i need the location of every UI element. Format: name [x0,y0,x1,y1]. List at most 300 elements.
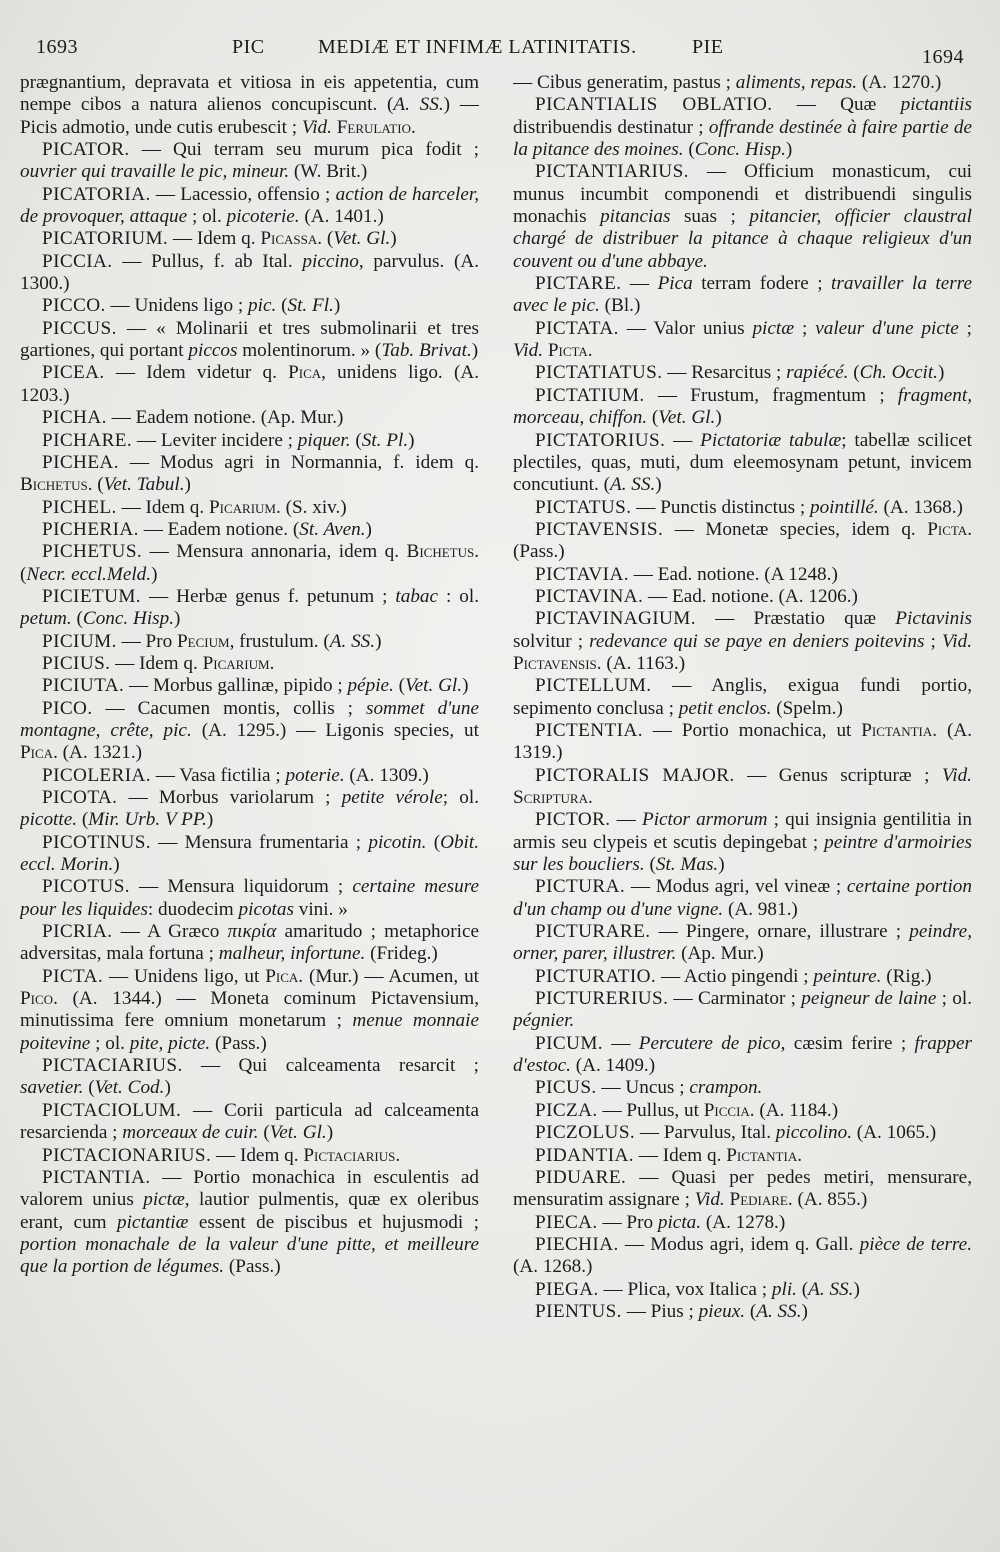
entry-italic-text: Vid. [941,630,972,652]
entry-italic-text: rapiécé. [786,362,849,384]
dictionary-entry [513,564,972,586]
dictionary-entry [513,608,972,675]
dictionary-entry [20,1055,479,1100]
entry-italic-text: pitancias [600,206,671,228]
entry-headword: PICTURARE. [535,921,651,943]
entry-text: — Quasi per pedes metiri, mensurare, mensuratim assignare ; [513,1166,972,1211]
entry-text: — Mensura frumentaria ; [151,831,369,853]
entry-cross-reference: Picarium [202,652,270,674]
entry-italic-text: travailler la terre avec le pic. [513,273,972,317]
entry-headword: PICTAVINAGIUM. [535,608,696,630]
entry-headword: PICATOR. [42,139,130,161]
entry-text: (Rig.) [881,965,932,987]
entry-cross-reference: Pica [288,362,322,384]
entry-text: — Herbæ genus f. petunum ; [141,585,396,607]
entry-italic-text: morceaux de cuir. [122,1122,259,1144]
dictionary-entry [20,541,479,586]
entry-italic-text: Mir. Urb. V PP. [88,809,207,831]
dictionary-entry [20,675,479,697]
entry-text: ( [258,1122,270,1144]
entry-headword: PICTARE. [535,273,622,295]
dictionary-entry [20,295,479,317]
entry-text: ; [924,630,942,652]
dictionary-entry [513,720,972,765]
entry-text: ( [393,675,406,697]
dictionary-entry [513,519,972,564]
entry-text: ) — Picis admotio, unde cutis erubescit ; [20,94,479,138]
entry-text: : duodecim [147,898,239,920]
entry-text: — Idem q. [634,1144,727,1166]
entry-italic-text: pieux. [698,1300,746,1322]
dictionary-entry [20,876,479,921]
entry-italic-text: certaine portion d'un champ ou d'une vigne. [513,876,972,920]
entry-headword: PICCO. [42,295,106,317]
entry-text: . [587,340,593,362]
entry-headword: PICOLERIA. [42,764,151,786]
entry-text: ( [350,429,362,451]
entry-text: ( [848,362,860,384]
entry-cross-reference: Pico [20,988,54,1010]
dictionary-entry [513,1077,972,1099]
entry-text: solvitur ; [513,630,590,652]
entry-text: ) [408,429,415,451]
entry-text: (A. 1368.) [878,496,963,518]
entry-cross-reference: Pica [265,965,299,987]
dictionary-entry [513,430,972,497]
entry-text: ) [174,608,181,630]
right-column [513,72,972,1534]
entry-text: ) [718,854,725,876]
entry-italic-text: pictæ [752,317,795,339]
entry-headword: PICCIA. [42,250,113,272]
dictionary-entry [513,1100,972,1122]
entry-text: ( [683,139,695,161]
entry-text: — Unidens ligo ; [105,295,249,317]
entry-text: — [665,429,701,451]
entry-italic-text: frapper d'estoc. [513,1032,972,1077]
dictionary-entry [20,184,479,229]
entry-text: ) [462,675,469,697]
entry-text: — Officium monasticum, cui munus incumbit componendi et distribuendi singulis monachis [513,161,972,228]
entry-italic-text: Pictavinis [895,608,972,630]
entry-text: — Plica, vox Italica ; [598,1278,772,1300]
entry-text: ) [801,1300,808,1322]
entry-cross-reference: Pica [20,742,54,764]
entry-text: ) [471,340,479,362]
entry-italic-text: St. Fl. [287,295,334,317]
entry-text: — Mensura annonaria, idem q. [142,541,407,563]
entry-headword: PICOTINUS. [42,831,152,853]
entry-italic-text: petit enclos. [678,697,772,719]
entry-text: — Modus agri, idem q. Gall. [618,1233,860,1255]
entry-text: — Corii particula ad calceamenta resarcienda ; [20,1099,479,1144]
entry-text: — Idem q. [168,228,261,250]
entry-text: — Pullus, f. ab Ital. [112,250,303,272]
entry-headword: PICTACIARIUS. [42,1055,183,1077]
entry-cross-reference: Bichetus [20,474,88,496]
entry-italic-text: picotte. [20,809,78,831]
entry-text: — Præstatio quæ [695,608,896,630]
entry-text: — « Molinarii et tres submolinarii et tres gartiones, qui portant [20,317,479,362]
dictionary-entry [20,72,479,139]
entry-italic-text: pic. [248,295,277,317]
entry-italic-text: Pica [657,273,693,295]
entry-italic-text: Percutere de pico [638,1032,781,1054]
entry-italic-text: tabac [395,585,439,607]
entry-italic-text: picta. [657,1211,702,1233]
entry-text: (W. Brit.) [289,161,368,183]
entry-headword: PIECHIA. [535,1233,619,1255]
entry-text: — Idem q. [110,652,203,674]
entry-italic-text: St. Mas. [655,854,719,876]
entry-italic-text: fragment, morceau, chiffon. [513,384,972,429]
dictionary-entry [513,385,972,430]
entry-text: . (A. 1344.) — Moneta cominum Pictavensium, minutissima fere omnium monetarum ; [20,988,479,1032]
entry-headword: PIDUARE. [535,1166,627,1188]
entry-text: — Valor unius [618,317,753,339]
entry-headword: PICIUTA. [42,675,125,697]
dictionary-entry [20,1167,479,1279]
entry-text: . (A. 1163.) [596,652,686,674]
entry-headword: PICTELLUM. [535,675,652,697]
entry-headword: PICHERIA. [42,518,139,540]
entry-italic-text: peindre, orner, parer, illustrer. [513,921,972,965]
entry-text: amaritudo ; metaphorice adversitas, mala fortuna ; [20,921,479,965]
entry-headword: PICIETUM. [42,585,142,607]
entry-text: — A Græco [112,921,228,943]
dictionary-entry [20,519,479,541]
entry-italic-text: piccolino. [775,1122,852,1144]
dictionary-entry [513,966,972,988]
entry-headword: PICTENTIA. [535,719,643,741]
entry-cross-reference: Pictavensis [513,652,597,674]
entry-italic-text: Vet. Gl. [405,675,463,697]
entry-headword: PICZA. [535,1099,598,1121]
entry-cross-reference: Pecium [177,630,230,652]
entry-text: — Pullus, ut [597,1099,704,1121]
entry-text: ; ol. [90,1032,130,1054]
entry-text: ( [83,1077,95,1099]
dictionary-entry [20,407,479,429]
entry-text: . (Mur.) — Acumen, ut [298,965,479,987]
left-column [20,72,479,1534]
entry-headword: PICHARE. [42,429,133,451]
entry-italic-text: St. Pl. [361,429,409,451]
entry-italic-text: pièce de terre. [859,1233,972,1255]
dictionary-entry [513,72,972,94]
entry-headword: PICUM. [535,1032,603,1054]
entry-text: ) [113,854,120,876]
dictionary-entry [513,765,972,810]
entry-text: , unidens ligo. (A. 1203.) [20,362,479,406]
entry-italic-text: ouvrier qui travaille le pic, mineur. [20,161,290,183]
dictionary-entry [20,139,479,184]
entry-italic-text: Vet. Cod. [94,1077,165,1099]
entry-text: ) [184,474,191,496]
entry-headword: PICTATIUM. [535,384,645,406]
entry-italic-text: petite vérole [341,787,443,808]
dictionary-entry [20,1145,479,1167]
dictionary-entry [20,653,479,675]
entry-text: terram fodere ; [692,273,832,295]
entry-italic-text: piccino [302,250,359,272]
entry-cross-reference: Picassa [260,228,318,250]
dictionary-entry [513,1167,972,1212]
entry-text: ; ol. [936,988,972,1010]
left-page-number: 1693 [36,36,78,58]
entry-headword: PICTANTIA. [42,1166,151,1188]
entry-text: , lautior pulmentis, quæ ex oleribus erant, cum [20,1189,479,1233]
entry-cross-reference: Picta [547,340,588,362]
entry-italic-text: savetier. [20,1077,84,1099]
entry-headword: PICUS. [535,1077,597,1099]
entry-text: — Quæ [772,94,901,116]
entry-text: — Resarcitus ; [662,362,787,384]
entry-text: distribuendis destinatur ; [513,116,709,138]
entry-text: . (A. 1319.) [513,719,972,764]
entry-italic-text: pite, picte. [129,1032,211,1054]
entry-italic-text: pli. [771,1278,797,1300]
entry-headword: PICTAVENSIS. [535,518,664,540]
entry-headword: PICTATORIUS. [535,429,666,451]
entry-text: suas ; [670,206,750,228]
entry-italic-text: Vet. Tabul. [103,474,185,496]
entry-italic-text: pointillé. [809,496,879,518]
dictionary-entry [20,362,479,407]
dictionary-entry [20,765,479,787]
entry-headword: PICHEA. [42,451,119,473]
entry-text: ) [326,1122,334,1144]
entry-text: — Mensura liquidorum ; [129,876,353,898]
entry-headword: PICRIA. [42,921,113,943]
entry-headword: PICHETUS. [42,541,143,563]
entry-italic-text: menue monnaie poitevine [20,1010,479,1054]
entry-text: . (A. 1184.) [749,1099,839,1121]
dictionary-entry [20,251,479,296]
entry-text: — Lacessio, offensio ; [150,183,336,205]
right-page-number: 1694 [922,46,964,68]
entry-text: (A. 1270.) [857,72,942,93]
entry-text: ( [276,295,288,317]
entry-headword: PICTURA. [535,876,626,898]
entry-text: ) [333,295,341,317]
entry-headword: PICTATUS. [535,496,632,518]
entry-text: , cæsim ferire ; [780,1032,915,1054]
entry-cross-reference: Pediare [729,1189,788,1211]
entry-italic-text: pépie. [347,675,394,697]
entry-text: ( [745,1300,757,1322]
dictionary-entry [513,876,972,921]
entry-text: . (A. 1321.) [53,742,143,764]
entry-headword: PICTACIONARIUS. [42,1144,212,1166]
entry-text: ) [937,362,945,384]
entry-text: — Idem q. [116,496,209,518]
entry-italic-text: Vet. Gl. [269,1122,327,1144]
entry-italic-text: St. Aven. [299,518,366,540]
dictionary-entry [513,1145,972,1167]
entry-text: ) [151,563,158,585]
entry-text: . (Pass.) [513,518,972,563]
entry-text: . [269,652,275,674]
entry-headword: PIECA. [535,1211,598,1233]
entry-text: — Pingere, ornare, illustrare ; [650,921,910,943]
entry-text: ( [647,407,659,429]
entry-italic-text: pictantiis [900,94,972,116]
entry-text: — Idem videtur q. [104,362,289,384]
entry-italic-text: picoterie. [226,206,300,228]
page-title: MEDIÆ ET INFIMÆ LATINITATIS. [318,36,637,58]
entry-headword: PICTURERIUS. [535,988,669,1010]
entry-headword: PICOTA. [42,787,118,808]
entry-text: — [621,273,658,295]
entry-headword: PICTA. [42,965,104,987]
entry-text: (A. 1278.) [701,1211,786,1233]
entry-cross-reference: Picarium [208,496,276,518]
entry-text: , parvulus. (A. 1300.) [20,250,479,295]
entry-italic-text: Conc. Hisp. [694,139,786,161]
entry-headword: PICTACIOLUM. [42,1099,182,1121]
entry-italic-text: pictantiæ [117,1211,189,1233]
entry-text: — [610,809,642,831]
entry-italic-text: Pictatoriæ tabulæ [700,429,842,451]
dictionary-entry [513,675,972,720]
entry-text: — Modus agri in Normannia, f. idem q. [118,451,479,473]
entry-text: ; ol. [187,206,227,228]
entry-text: (A. 1268.) [513,1256,593,1278]
entry-headword: PICTATA. [535,317,619,339]
entry-italic-text: Vet. Gl. [658,407,716,429]
entry-text: (Spelm.) [771,697,843,719]
dictionary-entry [513,1033,972,1078]
entry-text: — Pius ; [621,1300,699,1322]
entry-text: — Carminator ; [668,988,802,1010]
dictionary-entry [20,1100,479,1145]
dictionary-entry [513,586,972,608]
entry-headword: PICHA. [42,407,107,429]
entry-text: . (A. 855.) [787,1189,868,1211]
entry-text: ) [375,630,382,652]
entry-italic-text: piquer. [297,429,351,451]
entry-text: — Cibus generatim, pastus ; [513,72,736,93]
entry-text: ( [426,831,441,853]
entry-italic-text: Vid. [941,764,972,786]
entry-text: (A. 1409.) [570,1055,656,1077]
entry-text: : ol. [438,585,479,607]
dictionary-entry [20,698,479,765]
entry-italic-text: petum. [20,608,72,630]
dictionary-entry [20,430,479,452]
entry-cross-reference: Piccia [703,1099,750,1121]
entry-italic-text: Vid. [301,116,332,138]
entry-italic-text: pitancier, officier claustral chargé de distribuer la pitance à chaque religieux d'un couvent ou d'une abbaye. [513,206,972,272]
entry-headword: PICCUS. [42,317,117,339]
entry-text: — Idem q. [211,1144,304,1166]
entry-italic-text: crampon. [689,1077,763,1099]
dictionary-entry [20,921,479,966]
entry-text: (Ap. Mur.) [676,943,764,965]
entry-text: molentinorum. » ( [237,340,382,362]
entry-italic-text: peinture. [813,965,882,987]
entry-italic-text: picotas [238,898,294,920]
entry-italic-text: A. SS. [329,630,376,652]
entry-text: — Pro [597,1211,658,1233]
entry-italic-text: action de harceler, de provoquer, attaque [20,183,479,228]
dictionary-entry [20,631,479,653]
entry-headword: PICHEL. [42,496,117,518]
entry-text: . ( [20,541,479,585]
entry-italic-text: piccos [188,340,238,362]
entry-text: — Vasa fictilia ; [151,764,286,786]
entry-italic-text: peigneur de laine [801,988,937,1010]
entry-text: — Morbus gallinæ, pipido ; [124,675,348,697]
entry-italic-text: malheur, infortune. [218,943,366,965]
entry-italic-text: pégnier. [513,1010,575,1032]
entry-italic-text: poterie. [285,764,345,786]
entry-italic-text: pictæ [143,1189,185,1211]
entry-text: ) [785,139,793,161]
dictionary-entry [513,273,972,318]
dictionary-entry [513,318,972,363]
entry-text: . ( [87,474,104,496]
entry-headword: PICANTIALIS OBLATIO. [535,94,773,116]
entry-headword: PICO. [42,697,93,719]
entry-headword: PICIUM. [42,630,117,652]
entry-text: — Leviter incidere ; [132,429,298,451]
entry-italic-text: A. SS. [808,1278,854,1300]
dictionary-entry [513,94,972,161]
entry-italic-text: Vid. [694,1189,725,1211]
entry-text: . [395,1144,401,1166]
entry-text: (Pass.) [224,1256,281,1278]
entry-headword: PICZOLUS. [535,1122,636,1144]
entry-text: ( [77,809,89,831]
entry-cross-reference: Picta [927,518,968,540]
dictionary-entry [20,586,479,631]
entry-italic-text: offrande destinée à faire partie de la pitance des moines. [513,116,972,161]
entry-italic-text: πικρία [227,921,277,943]
entry-italic-text: Conc. Hisp. [82,608,175,630]
entry-italic-text: Ch. Occit. [859,362,938,384]
entry-italic-text: Tab. Brivat. [381,340,472,362]
entry-italic-text: valeur d'une picte [815,317,959,339]
entry-italic-text: Necr. eccl.Meld. [26,563,152,585]
entry-italic-text: picotin. [368,831,427,853]
entry-text: — Portio monachica in esculentis ad valorem unius [20,1166,479,1211]
entry-text: — Qui terram seu murum pica fodit ; [129,139,479,161]
entry-headword: PICTAVINA. [535,585,644,607]
entry-italic-text: certaine mesure pour les liquides [20,876,479,920]
entry-cross-reference: Bichetus [406,541,475,563]
entry-headword: PIDANTIA. [535,1144,634,1166]
entry-headword: PICATORIUM. [42,228,169,250]
entry-text: — Morbus variolarum ; [117,787,342,808]
dictionary-entry [513,921,972,966]
page-header [36,36,964,66]
dictionary-entry [513,161,972,273]
entry-text: ) [390,228,397,250]
entry-headword: PIEGA. [535,1278,599,1300]
entry-headword: PICOTUS. [42,876,130,898]
entry-headword: PICTOR. [535,809,611,831]
entry-text: — Parvulus, Ital. [635,1122,776,1144]
entry-text: essent de piscibus et hujusmodi ; [188,1211,479,1233]
entry-text: — Anglis, exigua fundi portio, sepimento conclusa ; [513,675,972,719]
entry-text: . [797,1144,803,1166]
entry-text: — Cacumen montis, collis ; [92,697,366,719]
entry-headword: PIENTUS. [535,1300,622,1322]
entry-italic-text: portion monachale de la valeur d'une pitte, et meilleure que la portion de légumes. [20,1233,479,1278]
dictionary-entry [20,452,479,497]
